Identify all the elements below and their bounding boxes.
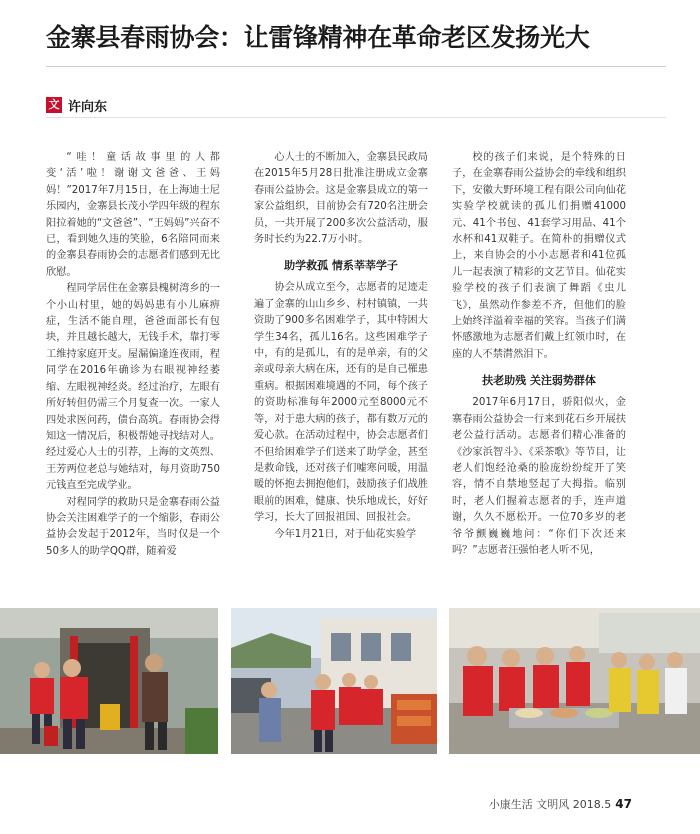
byline xyxy=(46,96,107,114)
paragraph: 心人士的不断加入，金寨县民政局在2015年5月28日批准注册成立金寨春雨公益协会。这是金寨县成立的第一家公益组织，目前协会有720名注册会员，一共开展了200多次公益活动，服务时长约为22.7万小时。 xyxy=(254,152,428,246)
text-column-3 xyxy=(452,150,626,559)
article-title xyxy=(46,18,666,54)
author-name: 许向东 xyxy=(68,99,108,115)
paragraph: “哇！童话故事里的人都变‘活’啦！谢谢文爸爸、王妈妈！”2017年7月15日，在上海迪士尼乐园内，金寨县长茂小学四年级的程东阳拉着她的“文爸爸”、“王妈妈”兴奋不已，看到她久违的笑脸，6名陪同而来的金寨县春雨协会的志愿者们感到无比欣慰。 xyxy=(46,152,220,278)
magazine-name: 小康生活 文明风 2018.5 xyxy=(488,798,612,811)
photo-volunteers-serving-food-icon xyxy=(449,608,700,754)
paragraph: 对程同学的救助只是金寨春雨公益协会关注困难学子的一个缩影，春雨公益协会发起于2012年，当时仅是一个50多人的助学QQ群，随着爱 xyxy=(46,496,220,557)
paragraph: 今年1月21日，对于仙花实验学 xyxy=(274,528,417,540)
section-heading: 扶老助残 关注弱势群体 xyxy=(482,374,596,388)
photo-volunteers-visit-elderly-icon xyxy=(0,608,218,754)
section-heading: 助学救孤 情系莘莘学子 xyxy=(284,259,398,273)
text-column-1 xyxy=(46,150,220,560)
paragraph: 程同学居住在金寨县槐树湾乡的一个小山村里，她的妈妈患有小儿麻痹症，生活不能自理，爸爸面部长有包块，并且越长越大，无钱手术，靠打零工维持家庭开支。屋漏偏逢连夜雨，程同学在2016年确诊为右眼视神经萎缩、左眼视神经炎。经过治疗，左眼有所好转但仍需三个月复查一次。一家人四处求医问药，债台高筑。春雨协会得知这一情况后，积极帮她寻找结对人。经过爱心人士的引荐，上海的文英烈、王芳两位老总与她结对，每月资助750元钱直至完成学业。 xyxy=(46,283,220,492)
text-column-2 xyxy=(254,150,428,543)
title-main: 让雷锋精神在革命老区发扬光大 xyxy=(243,23,590,52)
page-footer xyxy=(489,796,632,812)
byline-divider xyxy=(46,117,666,118)
title-divider xyxy=(46,66,666,67)
paragraph: 2017年6月17日，骄阳似火，金寨春雨公益协会一行来到花石乡开展扶老公益行活动。志愿者们精心准备的《沙家浜智斗》、《采茶歌》等节目，让老人们饱经沧桑的脸庞纷纷绽开了笑容，情不自禁地竖起了大拇指。临别时，老人们握着志愿者的手，连声道谢，久久不愿松开。一位70多岁的老爷爷颤巍巍地问：“你们下次还来吗？”志愿者汪强怕老人听不见， xyxy=(452,397,626,556)
paragraph: 协会从成立至今，志愿者的足迹走遍了金寨的山山乡乡、村村镇镇，一共资助了900多名困难学子，其中特困大学生34名，孤儿16名。这些困难学子中，有的是孤儿，有的是单亲，有的父亲或母亲大病在床，还有的是自己罹患重病。根据困难境遇的不同，每个孩子的资助标准每年2000元至8000元不等，对于患大病的孩子，都有数万元的爱心款。在活动过程中，协会志愿者们不但给困难学子们送来了助学金，甚至是救命钱，还对孩子们嘘寒问暖，用温暖的怀抱去拥抱他们，鼓励孩子们战胜眼前的困难，健康、快乐地成长，好好学习，长大了回报祖国、回报社会。 xyxy=(254,282,428,524)
paragraph: 校的孩子们来说，是个特殊的日子，在金寨春雨公益协会的牵线和组织下，安徽大野环境工程有限公司向仙花实验学校就读的孤儿们捐赠41000元、41个书包、41套学习用品、41个水杯和41双鞋子。在简朴的捐赠仪式上，来自协会的小小志愿者和41位孤儿一起表演了精彩的文艺节目。仙花实验学校的孩子们表演了舞蹈《虫儿飞》，虽然动作参差不齐，但他们的脸上始终洋溢着幸福的笑容。当孩子们满怀感激地为志愿者们戴上红领巾时，在座的人不禁潸然泪下。 xyxy=(452,152,626,360)
title-prefix: 金寨县春雨协会： xyxy=(46,23,244,52)
author-badge: 文 xyxy=(46,97,62,113)
photo-volunteers-street-icon xyxy=(231,608,437,754)
page-number: 47 xyxy=(615,797,632,811)
